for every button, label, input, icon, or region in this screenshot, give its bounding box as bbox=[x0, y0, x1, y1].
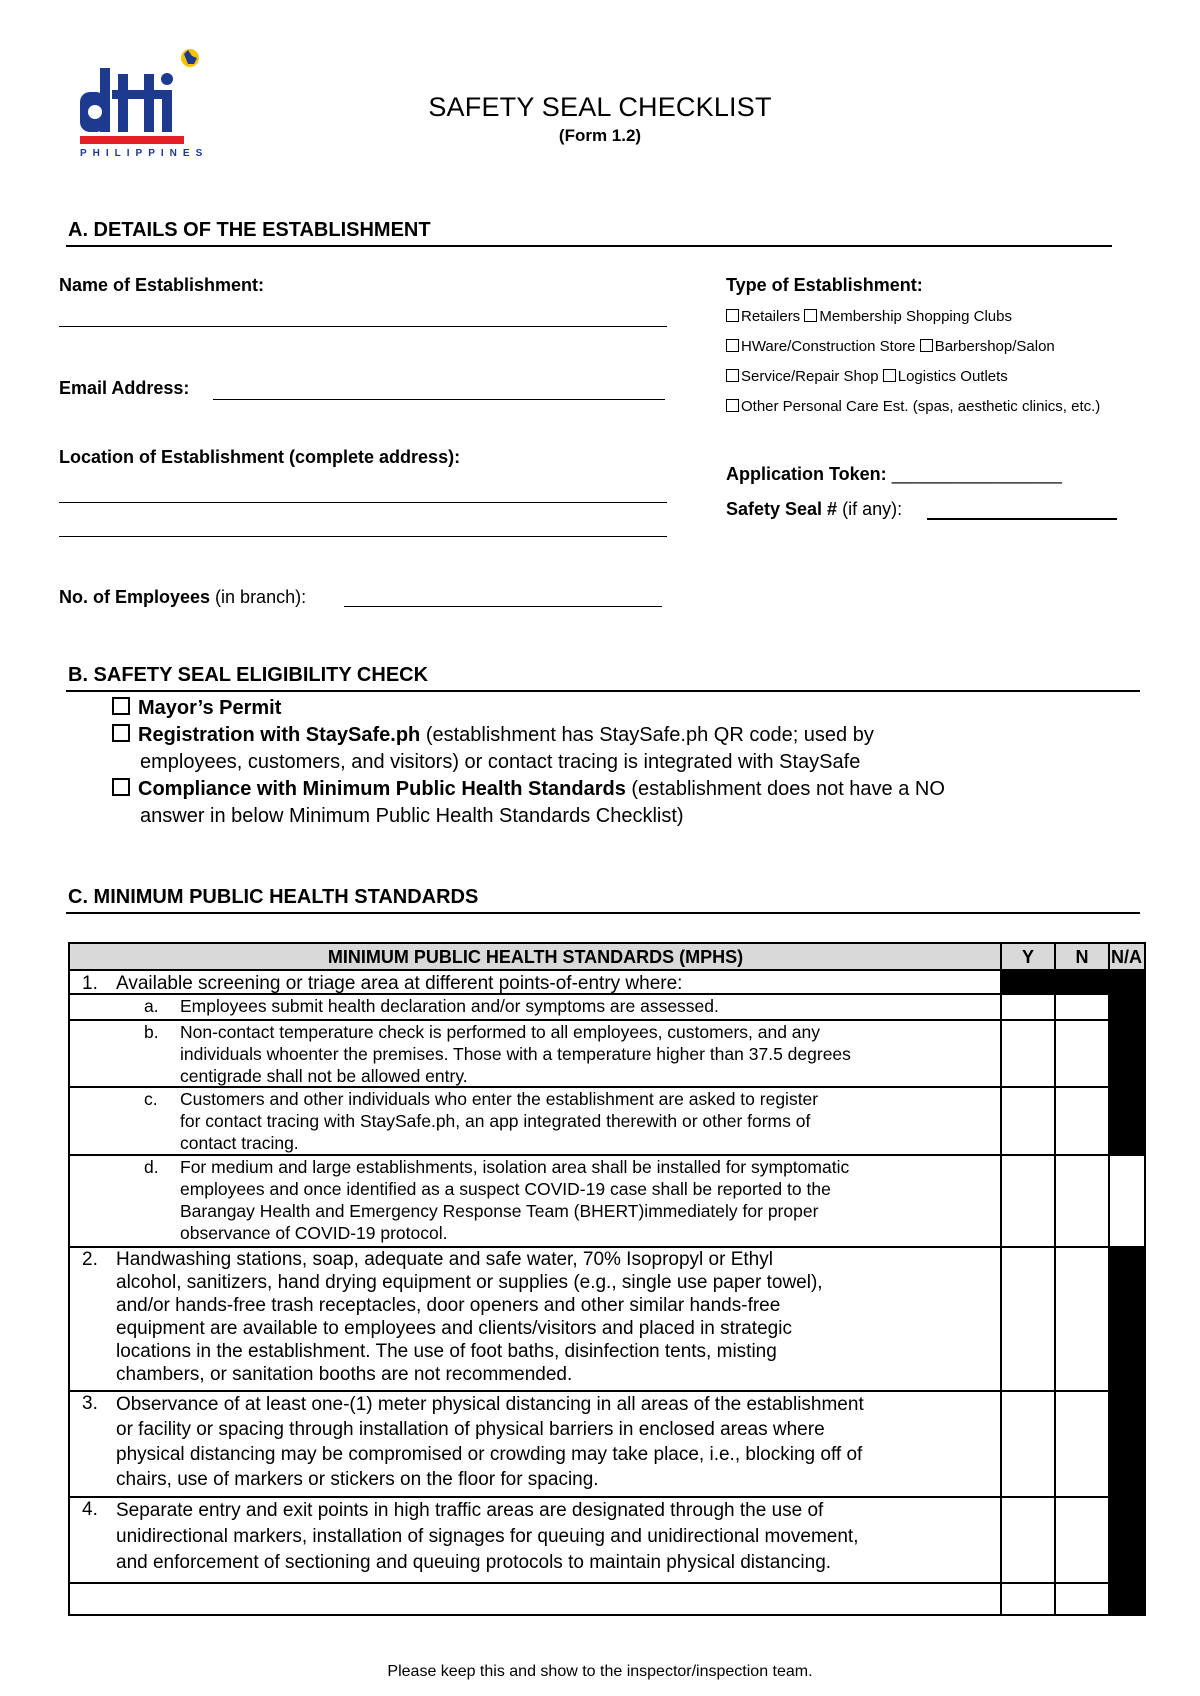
section-b-rule bbox=[66, 690, 1140, 692]
shaded-cell bbox=[1109, 1247, 1144, 1616]
email-field[interactable] bbox=[213, 399, 665, 400]
token-label: Application Token: _________________ bbox=[726, 464, 1062, 484]
table-row-1d-text: For medium and large establishments, isolation area shall be installed for symptomatic employees and once identified as a suspect COVID-19 case shall be reported to the Barangay Health and Emergency Response Team (BHERT)immediately for proper observance of COVID-19 protocol. bbox=[180, 1157, 850, 1243]
type-options-row-1: Retailers Membership Shopping Clubs bbox=[726, 308, 1012, 325]
section-c-rule bbox=[66, 912, 1140, 914]
eligibility-item-mphs: Compliance with Minimum Public Health Standards (establishment does not have a NO answer in below Minimum Public Health Standards Checklist) bbox=[112, 776, 945, 830]
table-header-na: N/A bbox=[1109, 944, 1144, 971]
location-field-line-2[interactable] bbox=[59, 536, 667, 537]
eligibility-item-mayors-permit: Mayor’s Permit bbox=[112, 695, 281, 722]
eligibility-item-staysafe: Registration with StaySafe.ph (establishment has StaySafe.ph QR code; used by employees, customers, and visitors) or contact tracing is integrated with StaySafe bbox=[112, 722, 874, 776]
checkbox[interactable] bbox=[112, 778, 130, 796]
checkbox[interactable] bbox=[920, 339, 933, 352]
type-options-row-2: HWare/Construction Store Barbershop/Salon bbox=[726, 338, 1055, 355]
checkbox[interactable] bbox=[726, 309, 739, 322]
section-a-heading: A. DETAILS OF THE ESTABLISHMENT bbox=[68, 219, 431, 241]
section-c-heading: C. MINIMUM PUBLIC HEALTH STANDARDS bbox=[68, 886, 479, 908]
shaded-cell bbox=[1109, 971, 1144, 1155]
table-header-n: N bbox=[1055, 944, 1109, 971]
table-row-1a-text: Employees submit health declaration and/or symptoms are assessed. bbox=[180, 996, 719, 1016]
table-header-mphs: MINIMUM PUBLIC HEALTH STANDARDS (MPHS) bbox=[70, 944, 1001, 971]
type-label: Type of Establishment: bbox=[726, 275, 923, 295]
sub-marker: c. bbox=[144, 1089, 158, 1109]
checkbox[interactable] bbox=[726, 339, 739, 352]
type-options-row-3: Service/Repair Shop Logistics Outlets bbox=[726, 368, 1008, 385]
footer-note: Please keep this and show to the inspector/inspection team. bbox=[387, 1663, 813, 1680]
seal-field[interactable] bbox=[927, 518, 1117, 520]
row-number: 3. bbox=[82, 1393, 98, 1414]
checkbox[interactable] bbox=[112, 697, 130, 715]
checkbox[interactable] bbox=[883, 369, 896, 382]
column-divider bbox=[1054, 944, 1056, 1614]
sub-marker: d. bbox=[144, 1157, 159, 1177]
table-row-4-text: Separate entry and exit points in high traffic areas are designated through the use of unidirectional markers, installation of signages for queuing and unidirectional movement, and enforcement of sectioning and queuing protocols to maintain physical distancing. bbox=[116, 1500, 859, 1573]
row-number: 2. bbox=[82, 1249, 98, 1270]
column-divider bbox=[1000, 944, 1002, 1614]
table-row-1b-text: Non-contact temperature check is performed to all employees, customers, and any individuals whoenter the premises. Those with a temperature higher than 37.5 degrees centigrade shall not be allowed entry. bbox=[180, 1022, 851, 1086]
checkbox[interactable] bbox=[804, 309, 817, 322]
name-label: Name of Establishment: bbox=[59, 275, 265, 295]
checkbox[interactable] bbox=[112, 724, 130, 742]
section-b-heading: B. SAFETY SEAL ELIGIBILITY CHECK bbox=[68, 664, 429, 686]
column-divider bbox=[1108, 944, 1110, 1614]
logo-subtext: PHILIPPINES bbox=[80, 148, 209, 159]
email-label: Email Address: bbox=[59, 378, 190, 398]
table-row-1-text: Available screening or triage area at different points-of-entry where: bbox=[116, 973, 683, 994]
mphs-table bbox=[68, 942, 1146, 1616]
sub-marker: a. bbox=[144, 996, 159, 1016]
table-row-3-text: Observance of at least one-(1) meter physical distancing in all areas of the establishment or facility or spacing through installation of physical barriers in enclosed areas where physical distancing may be compromised or crowding may take place, i.e., blocking off of chairs, use of markers or stickers on the floor for spacing. bbox=[116, 1394, 864, 1490]
employees-label: No. of Employees (in branch): bbox=[59, 587, 307, 607]
type-options-row-4: Other Personal Care Est. (spas, aesthetic clinics, etc.) bbox=[726, 398, 1100, 415]
table-row-1c-text: Customers and other individuals who enter the establishment are asked to register for contact tracing with StaySafe.ph, an app integrated therewith or other forms of contact tracing. bbox=[180, 1089, 819, 1153]
table-header-y: Y bbox=[1001, 944, 1055, 971]
location-label: Location of Establishment (complete address): bbox=[59, 447, 461, 467]
sub-marker: b. bbox=[144, 1022, 159, 1042]
section-a-rule bbox=[66, 245, 1112, 247]
seal-label: Safety Seal # (if any): bbox=[726, 499, 903, 519]
checkbox[interactable] bbox=[726, 369, 739, 382]
table-row-2-text: Handwashing stations, soap, adequate and safe water, 70% Isopropyl or Ethyl alcohol, sanitizers, hand drying equipment or supplies (e.g., single use paper towel), and/or hands-free trash receptacles, door openers and other similar hands-free equipment are available to employees and clients/visitors and placed in strategic locations in the establishment. The use of foot baths, disinfection tents, misting chambers, or sanitation booths are not recommended. bbox=[116, 1249, 823, 1385]
page-title: SAFETY SEAL CHECKLIST bbox=[428, 92, 772, 122]
location-field-line-1[interactable] bbox=[59, 502, 667, 503]
employees-field[interactable] bbox=[344, 606, 662, 607]
page-subtitle: (Form 1.2) bbox=[558, 126, 642, 145]
row-number: 1. bbox=[82, 973, 98, 994]
row-number: 4. bbox=[82, 1499, 98, 1520]
row-divider bbox=[70, 1582, 1144, 1584]
name-field[interactable] bbox=[59, 326, 667, 327]
checkbox[interactable] bbox=[726, 399, 739, 412]
